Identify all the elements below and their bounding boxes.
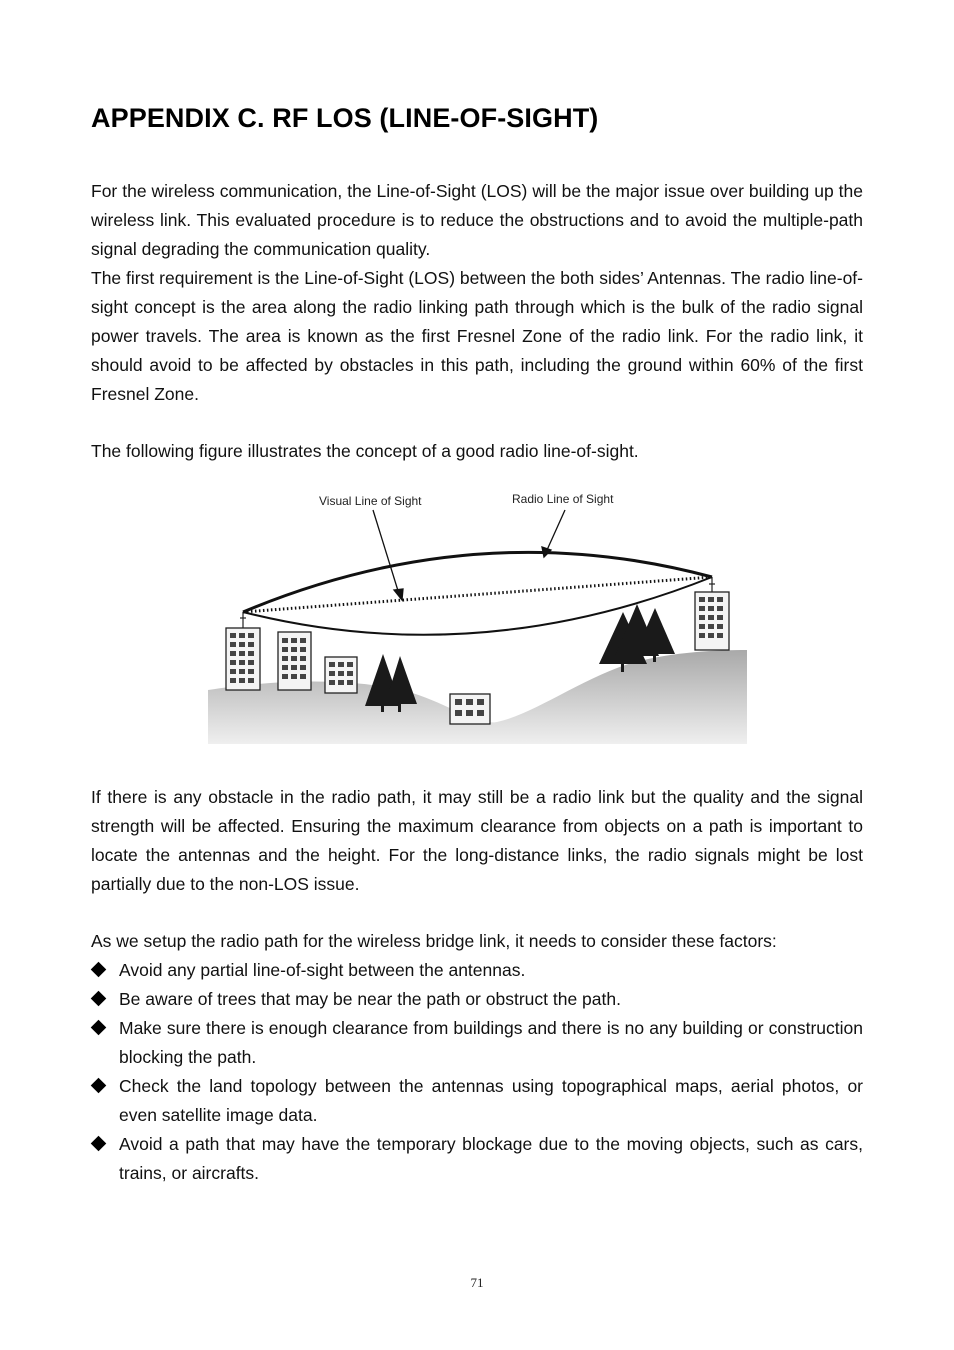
page-number: 71: [470, 1275, 484, 1290]
obstacle-paragraph: If there is any obstacle in the radio path, it may still be a radio link but the quality and the signal strength will be affected. Ensuring the maximum clearance from objects on a path is important to locate the antennas and the height. For the long-distance links, the radio signals might be lost partially due to the non-LOS issue.: [91, 787, 863, 894]
diamond-bullet-icon: [91, 991, 107, 1007]
factors-intro-paragraph: As we setup the radio path for the wireless bridge link, it needs to consider these factors:: [91, 931, 777, 951]
list-item-text: Check the land topology between the antennas using topographical maps, aerial photos, or even satellite image data.: [119, 1076, 863, 1125]
line-of-sight-figure: [205, 486, 747, 744]
list-item: [91, 1072, 863, 1130]
trees-left: [365, 654, 417, 712]
list-item: [91, 985, 863, 1014]
diamond-bullet-icon: [91, 962, 107, 978]
visual-line-of-sight: [243, 577, 712, 612]
visual-line-of-sight-label: Visual Line of Sight: [319, 494, 422, 508]
figure-intro-paragraph: The following figure illustrates the concept of a good radio line-of-sight.: [91, 441, 639, 461]
diamond-bullet-icon: [91, 1078, 107, 1094]
fresnel-paragraph: The first requirement is the Line-of-Sight (LOS) between the both sides’ Antennas. The radio line-of-sight concept is the area along the radio linking path through which is the bulk of the radio signal power travels. The area is known as the first Fresnel Zone of the radio link. For the radio link, it should avoid to be affected by obstacles in this path, including the ground within 60% of the first Fresnel Zone.: [91, 268, 863, 404]
intro-paragraph: For the wireless communication, the Line-of-Sight (LOS) will be the major issue over building up the wireless link. This evaluated procedure is to reduce the obstructions and to avoid the multiple-path signal degrading the communication quality.: [91, 181, 863, 259]
list-item: [91, 1014, 863, 1072]
list-item-text: Be aware of trees that may be near the path or obstruct the path.: [119, 989, 621, 1009]
radio-line-of-sight-label: Radio Line of Sight: [512, 492, 614, 506]
list-item: [91, 1130, 863, 1188]
appendix-heading: APPENDIX C. RF LOS (LINE-OF-SIGHT): [91, 103, 599, 133]
fresnel-zone-upper: [243, 552, 712, 612]
diamond-bullet-icon: [91, 1020, 107, 1036]
diamond-bullet-icon: [91, 1136, 107, 1152]
list-item-text: Avoid a path that may have the temporary blockage due to the moving objects, such as cars, trains, or aircrafts.: [119, 1134, 863, 1183]
list-item-text: Make sure there is enough clearance from buildings and there is no any building or construction blocking the path.: [119, 1018, 863, 1067]
list-item: [91, 956, 863, 985]
list-item-text: Avoid any partial line-of-sight between the antennas.: [119, 960, 526, 980]
factors-list: [91, 956, 863, 1188]
